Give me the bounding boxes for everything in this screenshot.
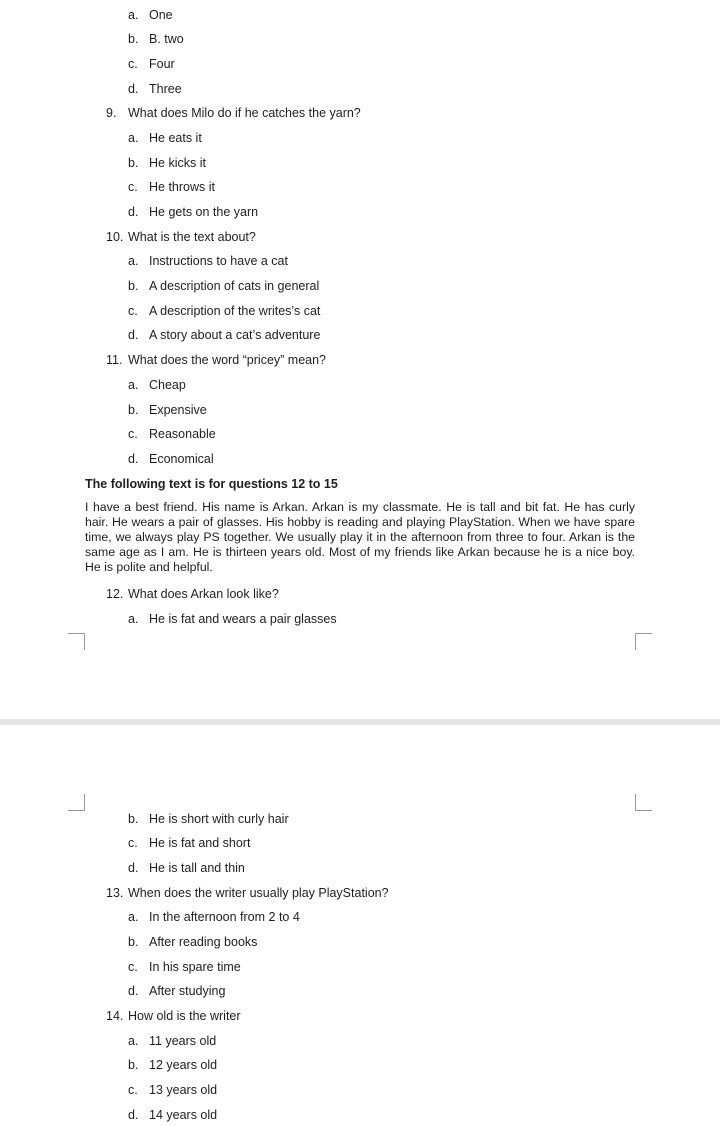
q14-option-c: c. 13 years old	[128, 1083, 218, 1097]
q11-option-c: c. Reasonable	[128, 427, 216, 441]
margin-corner-mark	[68, 633, 85, 650]
q10-option-c: c. A description of the writes’s cat	[128, 304, 321, 318]
q10-option-a: a. Instructions to have a cat	[128, 254, 288, 268]
margin-corner-mark	[68, 794, 85, 811]
q13-option-c: c. In his spare time	[128, 960, 241, 974]
q8-option-b: b. B. two	[128, 32, 184, 46]
q13-option-a: a. In the afternoon from 2 to 4	[128, 910, 300, 924]
q14-option-a: a. 11 years old	[128, 1034, 217, 1048]
q11-option-d: d. Economical	[128, 452, 214, 466]
q9-option-b: b. He kicks it	[128, 156, 206, 170]
q13-option-d: d. After studying	[128, 984, 226, 998]
q9-option-c: c. He throws it	[128, 180, 215, 194]
question-10: 10. What is the text about?	[106, 230, 256, 244]
q14-option-b: b. 12 years old	[128, 1058, 218, 1072]
q14-option-d: d. 14 years old	[128, 1108, 218, 1122]
margin-corner-mark	[635, 633, 652, 650]
q12-option-b: b. He is short with curly hair	[128, 812, 289, 826]
question-13: 13. When does the writer usually play PlayStation?	[106, 886, 389, 900]
q9-option-d: d. He gets on the yarn	[128, 205, 259, 219]
q13-option-b: b. After reading books	[128, 935, 258, 949]
q8-option-c: c. Four	[128, 57, 175, 71]
q10-option-d: d. A story about a cat’s adventure	[128, 328, 321, 342]
q12-option-c: c. He is fat and short	[128, 836, 251, 850]
q12-option-a: a. He is fat and wears a pair glasses	[128, 612, 337, 626]
question-9: 9. What does Milo do if he catches the yarn?	[106, 106, 361, 120]
question-11: 11. What does the word “pricey” mean?	[106, 353, 327, 367]
question-12: 12. What does Arkan look like?	[106, 587, 279, 601]
q12-option-d: d. He is tall and thin	[128, 861, 245, 875]
reading-passage: I have a best friend. His name is Arkan. Arkan is my classmate. He is tall and bit fat. He has curly hair. He wears a pair of glasses. His hobby is reading and playing PlayStation. When we have spare time, we always play PS together. We usually play it in the afternoon from three to four. Arkan is the same age as I am. He is thirteen years old. Most of my friends like Arkan because he is a nice boy. He is polite and helpful.	[85, 500, 635, 574]
q8-option-a: a. One	[128, 8, 173, 22]
q11-option-b: b. Expensive	[128, 403, 207, 417]
section-heading: The following text is for questions 12 to 15	[85, 477, 338, 491]
q10-option-b: b. A description of cats in general	[128, 279, 320, 293]
q8-option-d: d. Three	[128, 82, 182, 96]
document-page-2	[0, 725, 720, 1126]
q9-option-a: a. He eats it	[128, 131, 202, 145]
question-14: 14. How old is the writer	[106, 1009, 241, 1023]
q11-option-a: a. Cheap	[128, 378, 186, 392]
margin-corner-mark	[635, 794, 652, 811]
